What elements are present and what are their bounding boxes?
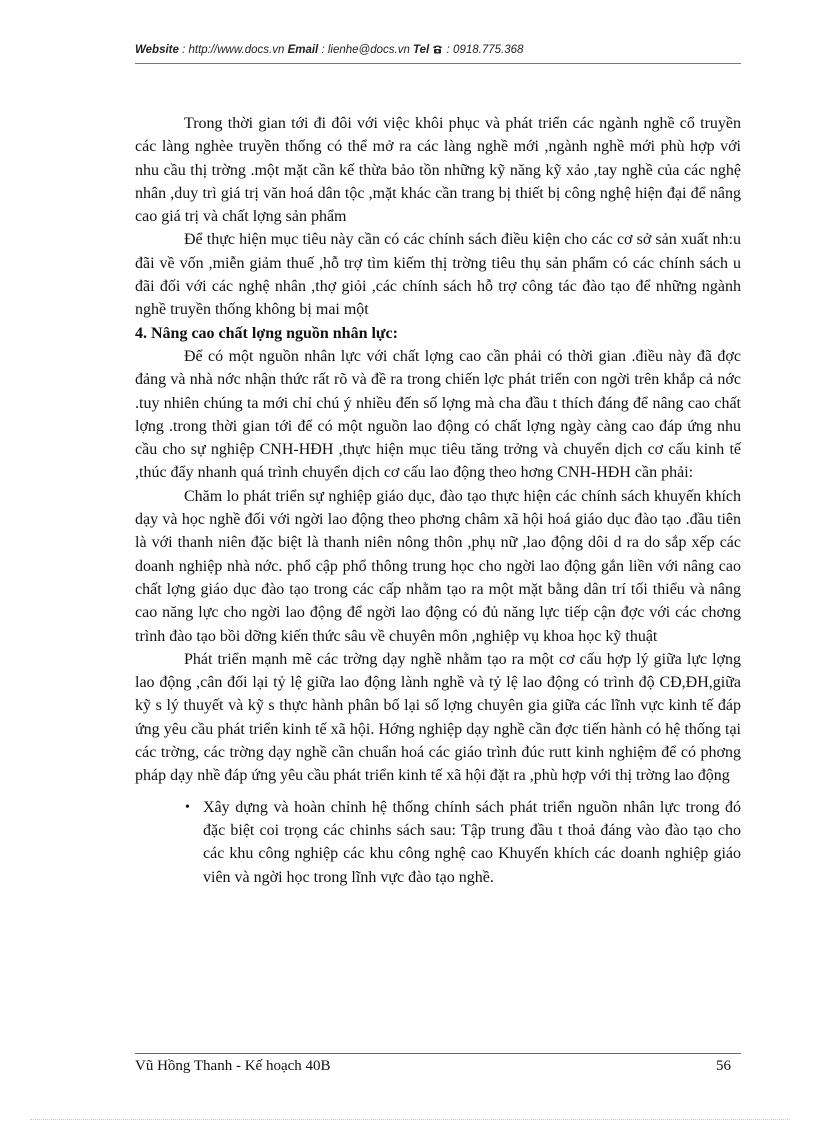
footer-author: Vũ Hồng Thanh - Kế hoạch 40B	[135, 1058, 331, 1074]
email-value[interactable]: : lienhe@docs.vn	[321, 44, 410, 56]
header-divider	[135, 63, 741, 64]
website-value[interactable]: : http://www.docs.vn	[182, 44, 285, 56]
paragraph-3: Để có một nguồn nhân lực với chất lợng cao cần phải có thời gian .điều này đã đợc đảng và nhà nớc nhận thức rất rõ và đề ra trong chiến lợc phát triển con ngời trên khắp cả nớc .tuy nhiên chúng ta mới chỉ chú ý nhiều đến số lợng mà cha đầu t thích đáng để nâng cao chất lợng .trong thời gian tới để có một nguồn lao động có chất lợng ngày càng cao đáp ứng nhu cầu cho sự nghiệp CNH-HĐH ,thực hiện mục tiêu tăng trởng và chuyển dịch cơ cấu kinh tế ,thúc đẩy nhanh quá trình chuyển dịch cơ cấu lao động theo hơng CNH-HĐH cần phải:	[135, 347, 741, 482]
email-label: Email	[287, 44, 319, 56]
bullet-text-1: Xây dựng và hoàn chỉnh hệ thống chính sách phát triển nguồn nhân lực trong đó đặc biệt coi trọng các chinhs sách sau: Tập trung đầu t thoả đáng vào đào tạo cho các khu công nghiệp các khu công nghệ cao Khuyến khích các doanh nghiệp giáo viên và ngời học trong lĩnh vực đào tạo nghề.	[203, 798, 741, 886]
page-bottom-border	[30, 1119, 790, 1120]
paragraph-2: Để thực hiện mục tiêu này cần có các chính sách điều kiện cho các cơ sở sản xuất nh:u đãi về vốn ,miễn giảm thuế ,hỗ trợ tìm kiếm thị trờng tiêu thụ sản phẩm có các chính sách u đãi đối với các nghệ nhân ,thợ giỏi ,các chính sách hỗ trợ công tác đào tạo để những ngành nghề truyền thống không bị mai một	[135, 231, 741, 319]
paragraph-1: Trong thời gian tới đi đôi với việc khôi phục và phát triển các ngành nghề cổ truyền các làng nghèe truyền thống có thể mở ra các làng nghề mới ,ngành nghề mới phù hợp với nhu cầu thị trờng .một mặt cần kế thừa bảo tồn những kỹ năng kỹ xảo ,tay nghề của các nghệ nhân ,duy trì giá trị văn hoá dân tộc ,mặt khác cần trang bị thiết bị công nghệ hiện đại để nâng cao giá trị và chất lợng sản phẩm	[135, 115, 741, 226]
section-heading: 4. Nâng cao chất lợng nguồn nhân lực:	[135, 324, 398, 342]
website-label: Website	[135, 44, 179, 56]
tel-value[interactable]: : 0918.775.368	[446, 44, 524, 56]
tel-label: Tel	[413, 44, 430, 56]
paragraph-5: Phát triển mạnh mẽ các trờng dạy nghề nhằm tạo ra một cơ cấu hợp lý giữa lực lợng lao động ,cân đối lại tỷ lệ giữa lao động lành nghề và tỷ lệ lao động có trình độ CĐ,ĐH,giữa kỹ s lý thuyết và kỹ s thực hành phân bố lại số lợng chuyên gia giữa các lĩnh vực kinh tế đáp ứng yêu cầu phát triển kinh tế xã hội. Hớng nghiệp dạy nghề cần đợc tiến hành có hệ thống tại các trờng, các trờng dạy nghề cần chuẩn hoá các giáo trình đúc rutt kinh nghiệm để có phơng pháp dạy nhề đáp ứng yêu cầu phát triển kinh tế xã hội đặt ra ,phù hợp với thị trờng lao động	[135, 650, 741, 785]
paragraph-4: Chăm lo phát triển sự nghiệp giáo dục, đào tạo thực hiện các chính sách khuyến khích dạy và học nghề đối với ngời lao động theo phơng châm xã hội hoá giáo dục đào tạo .đầu tiên là với thanh niên đặc biệt là thanh niên nông thôn ,phụ nữ ,lao động dôi d ra do sắp xếp các doanh nghiệp nhà nớc. phổ cập phổ thông trung học cho ngời lao động gắn liền với nâng cao chất lợng giáo dục đào tạo trong các cấp nhằm tạo ra một mặt bằng dân trí tối thiểu và nâng cao năng lực cho ngời lao động để ngời lao động có đủ năng lực tiếp cận đợc với các chơng trình đào tạo bồi dỡng kiến thức sâu về chuyên môn ,nghiệp vụ khoa học kỹ thuật	[135, 487, 741, 645]
phone-icon	[432, 44, 443, 57]
page-number: 56	[716, 1058, 731, 1074]
footer-divider	[135, 1053, 741, 1054]
bullet-icon: •	[185, 799, 190, 815]
page-header	[135, 44, 741, 57]
document-body	[135, 112, 741, 889]
bullet-item-1	[135, 796, 741, 889]
